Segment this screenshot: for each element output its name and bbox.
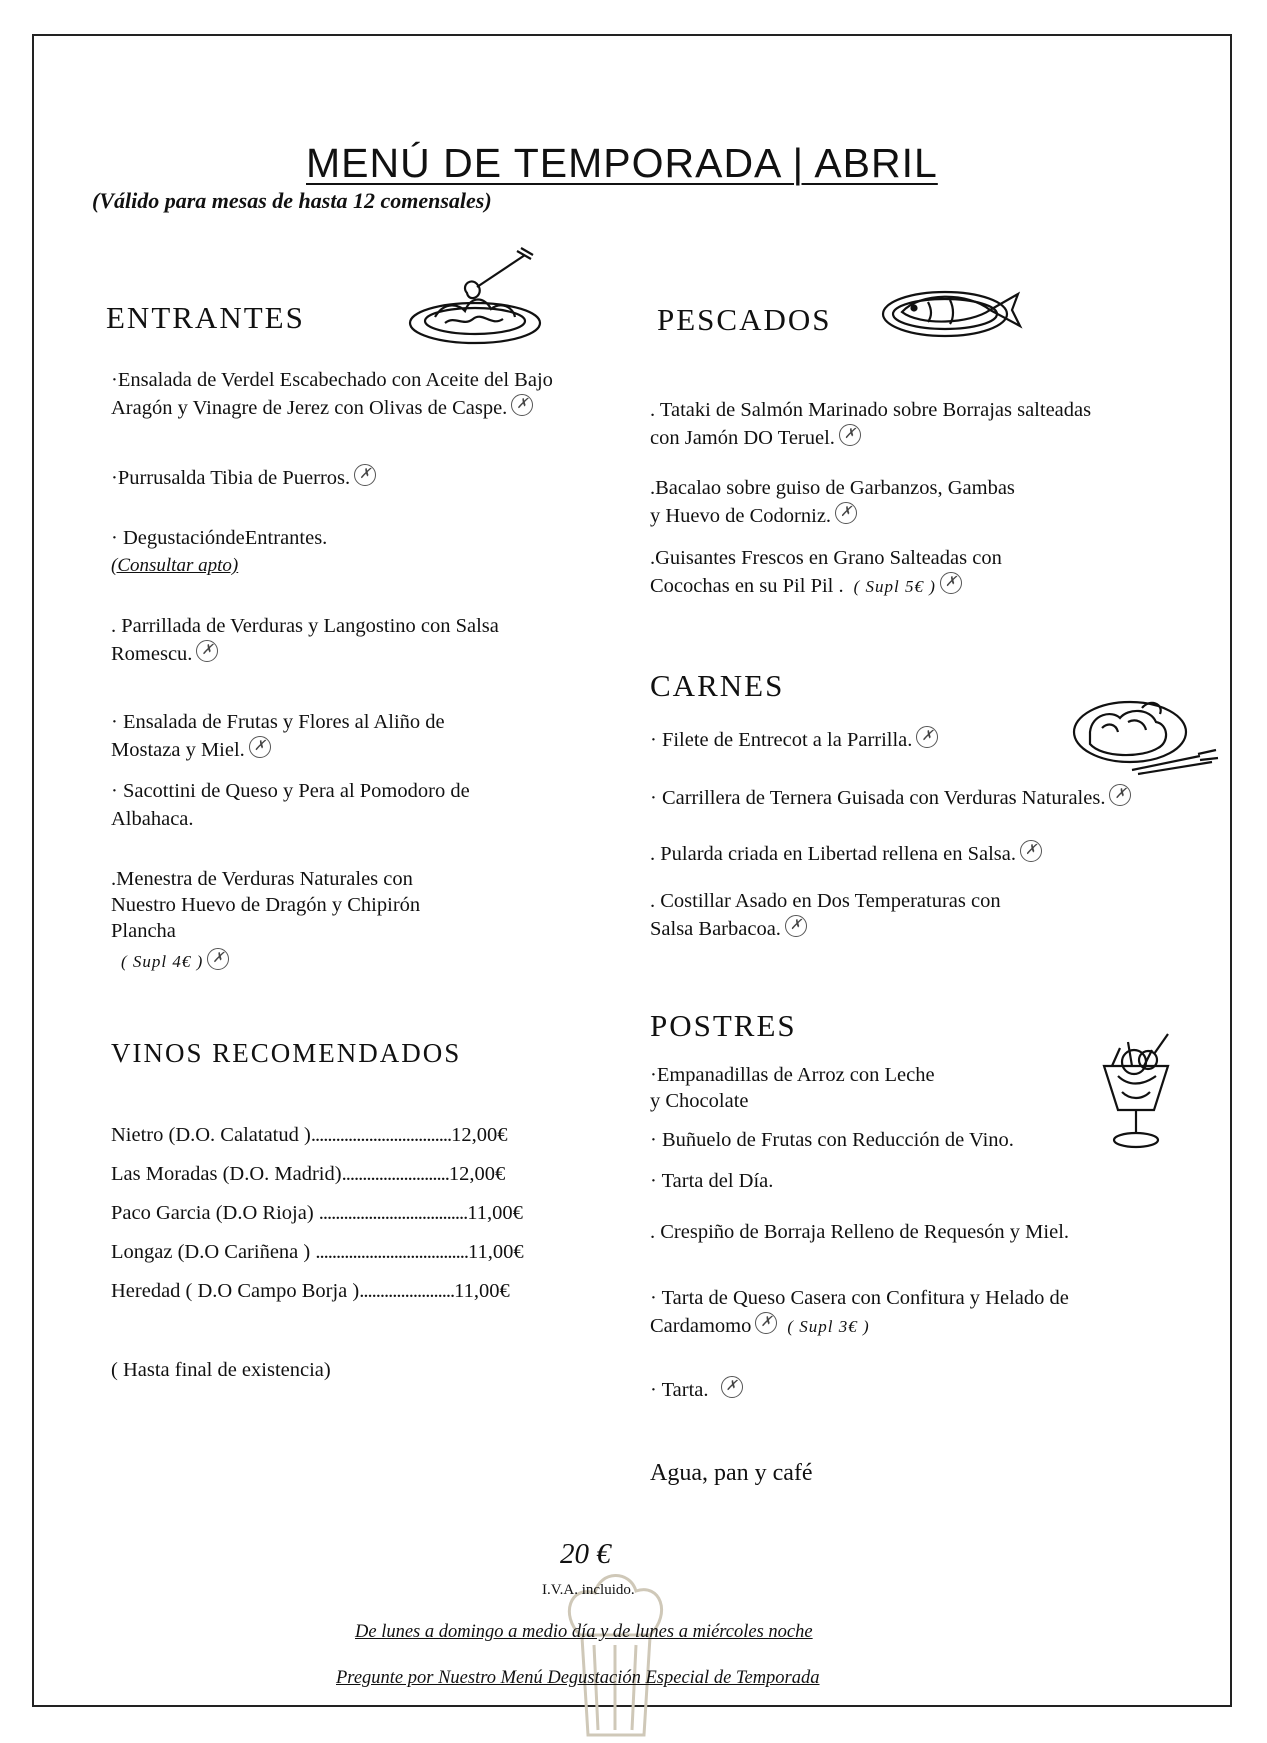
item-line: · Sacottini de Queso y Pera al Pomodoro de (111, 780, 470, 802)
item-line: y Chocolate (650, 1090, 749, 1112)
item-line: Romescu. (111, 643, 193, 665)
postres-item-5 (650, 1284, 1210, 1341)
supplement-note: ( Supl 4€ ) (121, 952, 204, 971)
vegetarian-mark-icon: ✗ (785, 915, 807, 937)
item-note: (Consultar apto) (111, 555, 239, 576)
item-line: · Ensalada de Frutas y Flores al Aliño de (111, 711, 445, 733)
vegetarian-mark-icon: ✗ (755, 1312, 777, 1334)
entrantes-item-7 (111, 866, 611, 975)
entrantes-item-1 (111, 366, 611, 422)
item-line: .Bacalao sobre guiso de Garbanzos, Gambas (650, 477, 1015, 499)
supplement-note: ( Supl 3€ ) (787, 1317, 870, 1336)
item-line: Nuestro Huevo de Dragón y Chipirón (111, 894, 421, 916)
item-line: ·Ensalada de Verdel Escabechado con Aceite del Bajo (111, 369, 553, 391)
pasta-plate-icon (405, 245, 555, 345)
postres-item-4 (650, 1218, 1210, 1246)
vegetarian-mark-icon: ✗ (940, 572, 962, 594)
item-line: . Pularda criada en Libertad rellena en Salsa. (650, 843, 1016, 865)
item-line: .Guisantes Frescos en Grano Salteadas con (650, 547, 1002, 569)
wine-row: Las Moradas (D.O. Madrid)..........................12,00€ (111, 1163, 506, 1185)
item-line: · Buñuelo de Frutas con Reducción de Vino. (650, 1129, 1014, 1151)
item-line: y Huevo de Codorniz. (650, 505, 832, 527)
vegetarian-mark-icon: ✗ (354, 464, 376, 486)
item-line: · Filete de Entrecot a la Parrilla. (650, 729, 913, 751)
item-line: . Crespiño de Borraja Relleno de Requesón y Miel. (650, 1221, 1070, 1243)
item-line: Albahaca. (111, 808, 194, 830)
vegetarian-mark-icon: ✗ (721, 1376, 743, 1398)
heading-carnes: CARNES (650, 668, 785, 703)
item-line: . Costillar Asado en Dos Temperaturas con (650, 890, 1001, 912)
item-line: Salsa Barbacoa. (650, 918, 781, 940)
item-line: · Tarta. (650, 1379, 709, 1401)
heading-vinos: VINOS RECOMENDADOS (111, 1038, 462, 1068)
menu-price: 20 € (560, 1538, 611, 1570)
item-line: · Tarta de Queso Casera con Confitura y Helado de (650, 1287, 1069, 1309)
menu-title: MENÚ DE TEMPORADA | ABRIL (306, 140, 938, 186)
carnes-item-4 (650, 887, 1210, 943)
heading-postres: POSTRES (650, 1008, 797, 1043)
item-line: ·Purrusalda Tibia de Puerros. (111, 467, 351, 489)
entrantes-item-3 (111, 524, 611, 580)
pescados-item-2 (650, 474, 1210, 530)
menu-subtitle: (Válido para mesas de hasta 12 comensales) (92, 188, 492, 213)
vegetarian-mark-icon: ✗ (916, 726, 938, 748)
item-line: . Parrillada de Verduras y Langostino con Salsa (111, 615, 499, 637)
vegetarian-mark-icon: ✗ (1020, 840, 1042, 862)
wine-row: Longaz (D.O Cariñena ) .....................................11,00€ (111, 1241, 524, 1263)
wine-row: Heredad ( D.O Campo Borja ).......................11,00€ (111, 1280, 510, 1302)
wine-note: ( Hasta final de existencia) (111, 1359, 331, 1381)
tasting-menu-note: Pregunte por Nuestro Menú Degustación Especial de Temporada (336, 1668, 820, 1688)
item-line: con Jamón DO Teruel. (650, 427, 835, 449)
wine-row: Nietro (D.O. Calatatud )..................................12,00€ (111, 1124, 508, 1146)
postres-item-6 (650, 1376, 1210, 1404)
vegetarian-mark-icon: ✗ (207, 948, 229, 970)
item-line: Mostaza y Miel. (111, 739, 245, 761)
extras-line: Agua, pan y café (650, 1460, 813, 1486)
vegetarian-mark-icon: ✗ (249, 736, 271, 758)
heading-pescados: PESCADOS (657, 302, 832, 337)
vegetarian-mark-icon: ✗ (511, 394, 533, 416)
carnes-item-2 (650, 784, 1210, 812)
schedule-note: De lunes a domingo a medio día y de lunes a miércoles noche (355, 1622, 813, 1642)
carnes-item-3 (650, 840, 1210, 868)
item-line: Cocochas en su Pil Pil . (650, 575, 844, 597)
ice-cream-cup-icon (1098, 1030, 1176, 1152)
item-line: .Menestra de Verduras Naturales con (111, 868, 413, 890)
item-line: Cardamomo (650, 1315, 752, 1337)
entrantes-item-2 (111, 464, 611, 492)
item-line: Aragón y Vinagre de Jerez con Olivas de Caspe. (111, 397, 508, 419)
pescados-item-3 (650, 544, 1210, 601)
heading-entrantes: ENTRANTES (106, 300, 305, 335)
entrantes-item-6 (111, 777, 611, 833)
vegetarian-mark-icon: ✗ (839, 424, 861, 446)
tax-note: I.V.A. incluido. (542, 1582, 635, 1598)
item-line: Plancha (111, 920, 176, 942)
fish-icon (880, 278, 1025, 340)
vegetarian-mark-icon: ✗ (835, 502, 857, 524)
item-line: . Tataki de Salmón Marinado sobre Borrajas salteadas (650, 399, 1092, 421)
vegetarian-mark-icon: ✗ (1109, 784, 1131, 806)
entrantes-item-4 (111, 612, 611, 668)
item-line: ·Empanadillas de Arroz con Leche (650, 1064, 935, 1086)
meat-plate-icon (1072, 688, 1220, 784)
item-line: · Tarta del Día. (650, 1170, 774, 1192)
wine-row: Paco Garcia (D.O Rioja) ....................................11,00€ (111, 1202, 523, 1224)
item-line: · DegustacióndeEntrantes. (111, 527, 328, 549)
vegetarian-mark-icon: ✗ (196, 640, 218, 662)
entrantes-item-5 (111, 708, 611, 764)
item-line: · Carrillera de Ternera Guisada con Verduras Naturales. (650, 787, 1106, 809)
pescados-item-1 (650, 396, 1210, 452)
supplement-note: ( Supl 5€ ) (853, 577, 936, 596)
postres-item-3 (650, 1167, 1210, 1195)
